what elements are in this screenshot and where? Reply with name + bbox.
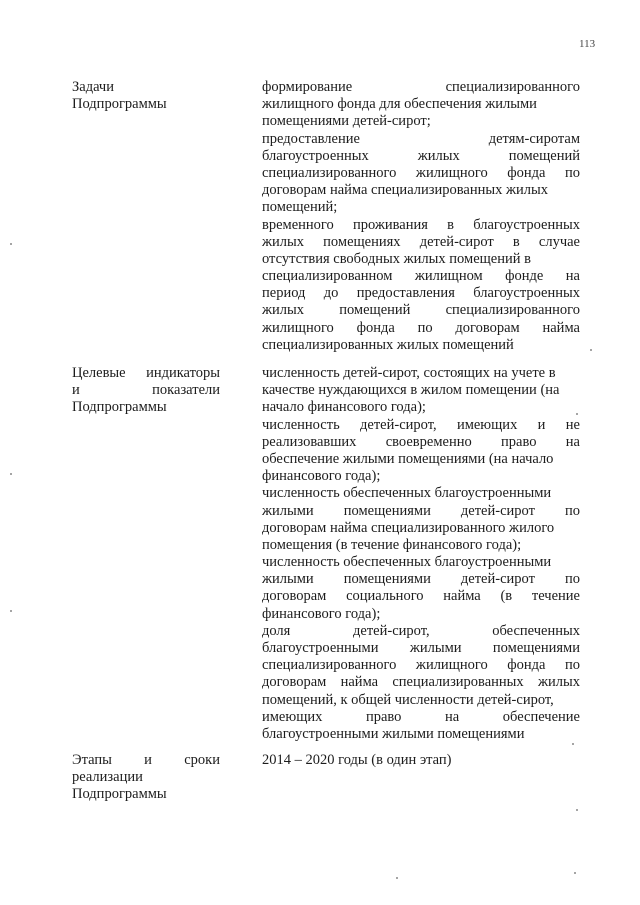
content-word: по — [564, 571, 580, 588]
content-word: помещений; — [262, 199, 338, 216]
content-line — [262, 234, 580, 251]
content-line — [262, 503, 580, 520]
content-line — [262, 302, 580, 319]
label-line — [72, 79, 220, 96]
content-line — [262, 182, 580, 199]
content-word: течение — [531, 588, 580, 605]
content-line — [262, 692, 580, 709]
content-word: по — [417, 319, 433, 336]
content-word: в — [447, 216, 454, 233]
content-word: по — [564, 657, 580, 674]
content-word: временного — [262, 216, 334, 233]
content-word: помещениях — [323, 233, 401, 250]
content-word: жилых — [417, 147, 460, 164]
content-word: фонда — [356, 319, 395, 336]
content-word: помещениями — [343, 571, 431, 588]
content-line — [262, 434, 580, 451]
content-word: благоустроенных — [473, 216, 580, 233]
content-line — [262, 217, 580, 234]
page-number: 113 — [579, 38, 596, 50]
content-word: помещения (в течение финансового года); — [262, 536, 522, 553]
content-word: до — [323, 285, 339, 302]
content-word: обеспеченных — [492, 622, 580, 639]
content-word: отсутствия свободных жилых помещений в — [262, 250, 531, 267]
content-word: договорам — [262, 674, 327, 691]
content-word: жилищного фонда для обеспечения жилыми — [262, 96, 537, 113]
content-line — [262, 554, 580, 571]
content-word: детей-сирот — [419, 233, 494, 250]
content-word: жилых — [262, 233, 305, 250]
content-word: численность обеспеченных благоустроенными — [262, 485, 552, 502]
content-word: жилищного — [415, 657, 488, 674]
content-word: качестве нуждающихся в жилом помещении (на — [262, 382, 560, 399]
scan-speck — [10, 610, 12, 612]
content-word: фонда — [507, 164, 546, 181]
label-line — [72, 399, 220, 416]
content-word: жилищного — [262, 319, 334, 336]
content-line — [262, 709, 580, 726]
content-word: специализированного — [262, 164, 397, 181]
section-indicators-content — [262, 365, 580, 743]
content-line — [262, 417, 580, 434]
content-word: детей-сирот — [460, 502, 535, 519]
content-word: на — [445, 708, 460, 725]
content-word: фонда — [507, 657, 546, 674]
content-word: специализированного — [262, 657, 397, 674]
scan-speck — [572, 743, 574, 745]
content-line — [262, 96, 580, 113]
content-word: жилых — [537, 674, 580, 691]
content-word: специализированного — [445, 302, 580, 319]
label-line — [72, 786, 220, 803]
content-line — [262, 365, 580, 382]
content-word: на — [565, 433, 580, 450]
content-word: предоставления — [356, 285, 455, 302]
section-tasks-content — [262, 79, 580, 354]
content-word: фонде — [505, 268, 544, 285]
label-word: Задачи — [72, 79, 114, 95]
content-line — [262, 640, 580, 657]
content-line — [262, 337, 580, 354]
content-word: жилыми — [409, 640, 462, 656]
content-line — [262, 79, 580, 96]
section-tasks-label — [72, 79, 220, 113]
content-line — [262, 285, 580, 302]
content-word: детей-сирот, — [353, 622, 430, 639]
scan-speck — [576, 809, 578, 811]
content-word: жилыми — [262, 571, 314, 588]
scan-speck — [590, 349, 592, 351]
content-word: жилищного — [415, 164, 488, 181]
content-word: детей-сирот, — [360, 416, 437, 433]
content-word: начало финансового года); — [262, 399, 426, 416]
label-word: сроки — [184, 752, 220, 768]
content-word: реализовавших — [262, 433, 357, 450]
content-word: социального — [346, 588, 424, 605]
content-word: найма — [340, 674, 379, 691]
content-word: на — [565, 268, 580, 285]
section-stages-content — [262, 752, 580, 769]
label-word: Этапы — [72, 752, 112, 768]
section-indicators-label — [72, 365, 220, 417]
content-word: доля — [262, 622, 291, 639]
scan-speck — [396, 877, 398, 879]
scan-speck — [10, 473, 12, 475]
content-word: финансового года); — [262, 605, 381, 622]
content-line — [262, 537, 580, 554]
content-line — [262, 199, 580, 216]
content-word: благоустроенных — [262, 147, 369, 164]
content-line — [262, 165, 580, 182]
content-word: численность обеспеченных благоустроенными — [262, 554, 552, 571]
content-word: предоставление — [262, 130, 360, 147]
label-line — [72, 769, 220, 786]
content-word: проживания — [352, 216, 428, 233]
label-line — [72, 382, 220, 399]
content-word: детям-сиротам — [488, 130, 580, 147]
content-word: формирование — [262, 79, 353, 95]
content-line — [262, 571, 580, 588]
content-line — [262, 674, 580, 691]
content-line — [262, 468, 580, 485]
content-word: благоустроенными — [262, 640, 379, 656]
content-word: договорам найма специализированных жилых — [262, 182, 548, 199]
content-word: детей-сирот — [460, 571, 535, 588]
content-word: благоустроенными жилыми помещениями — [262, 725, 525, 742]
content-word: помещениями детей-сирот; — [262, 113, 431, 130]
content-line — [262, 268, 580, 285]
content-word: имеющих — [262, 708, 323, 725]
section-stages-label — [72, 752, 220, 804]
content-word: финансового года); — [262, 468, 381, 485]
content-line — [262, 148, 580, 165]
content-word: 2014 – 2020 годы (в один этап) — [262, 752, 452, 768]
content-line — [262, 752, 580, 769]
content-word: помещениями — [343, 502, 431, 519]
content-word: договорам — [455, 319, 520, 336]
content-word: договорам найма специализированного жилого — [262, 519, 555, 536]
content-word: специализированного — [445, 79, 580, 95]
scan-speck — [576, 413, 578, 415]
content-word: численность детей-сирот, состоящих на учете в — [262, 365, 556, 381]
content-word: своевременно — [385, 433, 472, 450]
content-word: право — [501, 433, 537, 450]
content-line — [262, 606, 580, 623]
content-word: специализированном — [262, 268, 393, 285]
content-line — [262, 726, 580, 743]
content-line — [262, 485, 580, 502]
content-word: специализированных — [392, 674, 524, 691]
content-word: помещениями — [492, 640, 580, 656]
content-word: жилых — [262, 302, 305, 319]
scan-speck — [574, 872, 576, 874]
label-word: Целевые — [72, 365, 126, 381]
content-word: помещений — [339, 302, 411, 319]
label-word: и — [72, 382, 80, 399]
content-word: и — [537, 416, 546, 433]
content-line — [262, 131, 580, 148]
content-line — [262, 588, 580, 605]
label-line — [72, 365, 220, 382]
label-word: показатели — [152, 382, 220, 399]
content-word: жилыми — [262, 502, 314, 519]
content-word: численность — [262, 416, 340, 433]
content-word: по — [564, 164, 580, 181]
label-word: реализации — [72, 769, 143, 786]
content-word: благоустроенных — [473, 285, 580, 302]
content-word: договорам — [262, 588, 327, 605]
label-word: и — [144, 752, 152, 768]
label-word: Подпрограммы — [72, 399, 167, 416]
content-line — [262, 251, 580, 268]
content-word: случае — [538, 233, 580, 250]
label-word: Подпрограммы — [72, 786, 167, 803]
content-line — [262, 520, 580, 537]
label-word: Подпрограммы — [72, 96, 167, 113]
content-line — [262, 657, 580, 674]
content-word: период — [262, 285, 306, 302]
content-word: помещений, к общей численности детей-сирот, — [262, 691, 554, 708]
content-word: обеспечение — [502, 708, 580, 725]
content-line — [262, 320, 580, 337]
content-word: помещений — [508, 147, 580, 164]
label-line — [72, 96, 220, 113]
content-word: по — [564, 502, 580, 519]
label-word: индикаторы — [146, 365, 220, 381]
content-word: право — [365, 708, 402, 725]
content-word: найма — [443, 588, 481, 605]
content-word: специализированных жилых помещений — [262, 336, 514, 353]
content-line — [262, 113, 580, 130]
content-word: обеспечение жилыми помещениями (на начало — [262, 450, 554, 467]
content-line — [262, 623, 580, 640]
content-line — [262, 451, 580, 468]
content-word: не — [565, 416, 580, 433]
content-line — [262, 382, 580, 399]
content-word: в — [512, 233, 520, 250]
content-word: найма — [542, 319, 580, 336]
scan-speck — [10, 243, 12, 245]
content-line — [262, 399, 580, 416]
label-line — [72, 752, 220, 769]
content-word: имеющих — [456, 416, 518, 433]
content-word: (в — [500, 588, 513, 605]
content-word: жилищном — [414, 268, 483, 285]
